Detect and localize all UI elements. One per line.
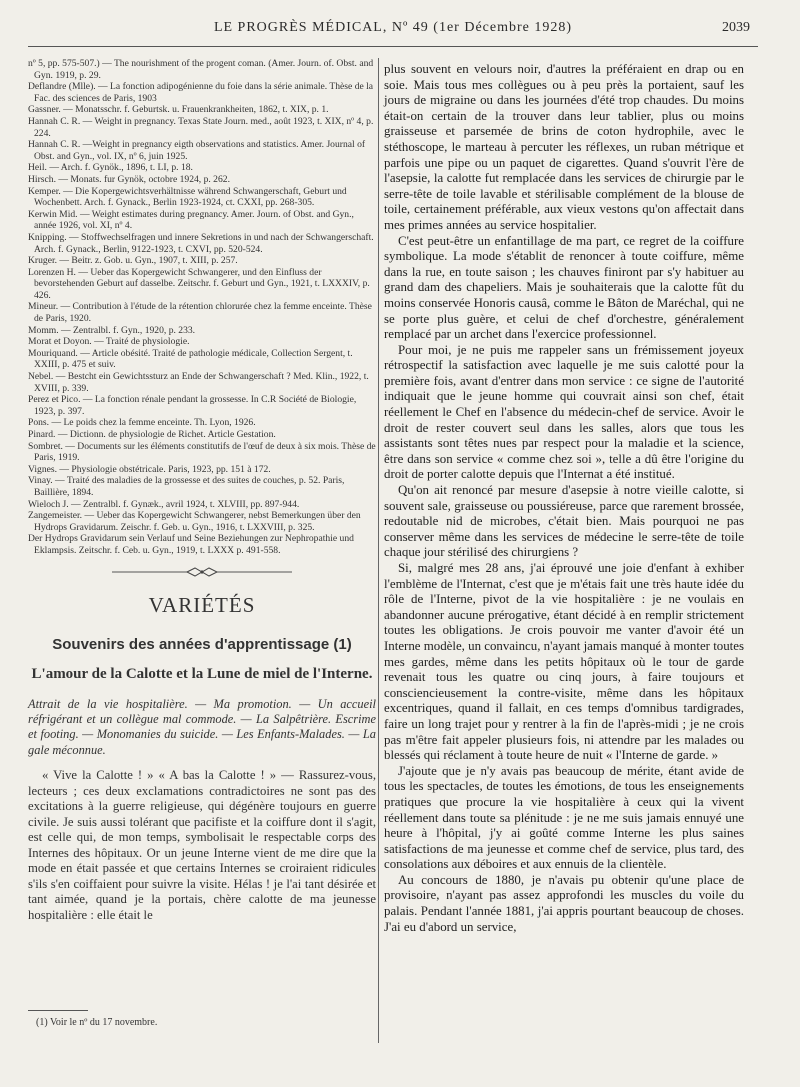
left-column: [28, 58, 376, 923]
bibliography-entry: Hannah C. R. —Weight in pregnancy eigth observations and statistics. Amer. Journal of Obst. and Gyn., vol. IX, nº 6, juin 1925.: [28, 139, 366, 162]
bibliography-entry: Heil. — Arch. f. Gynök., 1896, t. LI, p. 18.: [28, 162, 193, 174]
column-divider: [378, 58, 379, 1043]
right-article-body: [384, 62, 744, 935]
bibliography-entry: Mouriquand. — Article obésité. Traité de pathologie médicale, Collection Sergent, t. XXIII, p. 475 et suiv.: [28, 347, 353, 371]
footnote: (1) Voir le nº du 17 novembre.: [36, 1017, 158, 1028]
bibliography-entry: Nebel. — Bestcht ein Gewichtssturz an Ende der Schwangerschaft ? Med. Klin., 1922, t. XVIII, p. 339.: [28, 371, 369, 394]
paragraph: Qu'on ait renoncé par mesure d'asepsie à notre vieille calotte, si souvent sale, graisseuse ou poussiéreuse, parce que rarement brossée, redoutable nid de microbes, c'était bien. Mais pourquoi ne pas conserver même dans les services de médecine le serre-tête de toile chaque jour stérilisé des chirurgiens ?: [384, 483, 744, 560]
bibliography-entry: Morat et Doyon. — Traité de physiologie.: [28, 336, 190, 348]
paragraph: plus souvent en velours noir, d'autres la préféraient en drap ou en soie. Mais tous mes collègues ou à peu près la portaient, sauf les jours de migraine ou dans les journées d'été trop chaudes. Du moins était-on certain de la trouver dans leur tablier, plus ou moins graisseuse et parsemée de brins de coton hydrophile, avec le stéthoscope, le marteau à percuter les réflexes, un ruban métrique et parfois une pipe ou un paquet de cigarettes. Quand s'ouvrit l'ère de l'asepsie, la calotte fut remplacée dans les services de chirurgie par le serre-tête de toile lavable et stérilisable complément de la blouse de toile, certainement préférable, aux vieux vestons qu'on affectait dans mes primes années au service hospitalier.: [384, 62, 744, 232]
running-header: [28, 18, 758, 47]
bibliography-entry: Pons. — Le poids chez la femme enceinte. Th. Lyon, 1926.: [28, 417, 256, 429]
bibliography-entry: Gassner. — Monatsschr. f. Geburtsk. u. Frauenkrankheiten, 1862, t. XIX, p. 1.: [28, 104, 329, 116]
paragraph: « Vive la Calotte ! » « A bas la Calotte ! » — Rassurez-vous, lecteurs ; ces deux exclamations contradictoires ne sont pas des excitations à la guerre religieuse, qui dégénère toujours en guerre civile. Je suis aussi tolérant que pacifiste et la coiffure dont il s'agit, est celle qui, de mon temps, symbolisait le respectable corps des Internes des hôpitaux. Or un jeune Interne vient de me dire que la mode en était passée et que certains Internes se croiraient ridicules s'ils s'en coiffaient pour suivre la visite. Hélas ! je l'ai tant désirée et tant aimée, quand je la portais, chère calotte de ma jeunesse hospitalière : elle était le: [28, 768, 376, 922]
bibliography-entry: Kemper. — Die Kopergewichtsverhältnisse während Schwangerschaft, Geburt und Wochenbett. Arch. f. Gynack., Berlin 1923-1924, ct. CXXI, pp. 268-305.: [28, 185, 347, 209]
bibliography-entry: Knipping. — Stoffwechselfragen und innere Sekretions in und nach der Schwangerschaft. Arch. f. Gynack., Berlin, 9122-1923, t. CXVI, pp. 520-524.: [28, 231, 374, 255]
bibliography-entry: Zangemeister. — Ueber das Kopergewicht Schwangerer, nebst Bemerkungen über den Hydrops Gravidarum. Zeischr. f. Geb. u. Gyn., 1916, t. LXXVIII, p. 325.: [28, 510, 361, 533]
bibliography-list: [28, 58, 376, 557]
bibliography-entry: Vinay. — Traité des maladies de la grossesse et des suites de couches, p. 52. Paris, Baillière, 1894.: [28, 475, 345, 498]
bibliography-entry: Perez et Pico. — La fonction rénale pendant la grossesse. In C.R Société de Biologie, 1923, p. 397.: [28, 394, 357, 417]
bibliography-entry: nº 5, pp. 575-507.) — The nourishment of the progent coman. (Amer. Journ. of. Obst. and Gyn. 1919, p. 29.: [28, 58, 374, 81]
paragraph: Au concours de 1880, je n'avais pu obtenir qu'une place de provisoire, n'ayant pas assez approfondi les muscles du voile du palais. Pendant l'année 1881, j'ai appris pourtant beaucoup de choses. J'ai eu d'abord un service,: [384, 872, 744, 934]
bibliography-entry: Wieloch J. — Zentralbl. f. Gynæk., avril 1924, t. XLVIII, pp. 897-944.: [28, 498, 300, 510]
footnote-rule: [28, 1010, 88, 1011]
bibliography-entry: Sombret. — Documents sur les éléments constitutifs de l'œuf de deux à six mois. Thèse de Paris, 1919.: [28, 440, 376, 464]
article-summary: Attrait de la vie hospitalière. — Ma promotion. — Un accueil réfrigérant et un collègue mal commode. — La Salpêtrière. Escrime et footing. — Monomanies du suicide. — Les Enfants-Malades. — La gale méconnue.: [28, 696, 376, 757]
bibliography-entry: Der Hydrops Gravidarum sein Verlauf und Seine Beziehungen zur Nephropathie und Eklampsis. Zeitschr. f. Ceb. u. Gyn., 1919, t. LXXX p. 491-558.: [28, 533, 354, 556]
paragraph: Pour moi, je ne puis me rappeler sans un frémissement joyeux rétrospectif la satisfaction avec laquelle je me suis calotté pour la première fois, avant d'entrer dans mon service : ce signe de l'autorité indiquait que le jeune homme qui couvrait ainsi son chef, était réellement le Chef en l'absence du médecin-chef de service. Avoir le droit de rester couvert seul dans les salles, alors que tous les assistants sont têtes nues par respect pour la maladie et la science, être dans son service « comme chez soi », telle a dû être l'origine du droit de porter calotte depuis que l'Internat a été institué.: [384, 342, 744, 482]
paragraph: Si, malgré mes 28 ans, j'ai éprouvé une joie d'enfant à exhiber l'emblème de l'Internat, c'est que je m'étais fait une très haute idée du rôle de l'Interne, pivot de la vie hospitalière : je ne voulais en abandonner aucune prérogative, étant décidé à en remplir strictement toutes les obligations. Je crois pouvoir me vanter d'avoir été un Interne modèle, un convaincu, n'ayant jamais manqué à monter toutes mes gardes, même dans les petits hôpitaux où le tour de garde revenait tous les quatre ou cinq jours, à faire toujours et consciencieusement la contre-visite, même dans les hôpitaux excentriques, quand il fallait, en ces temps d'omnibus tardigrades, faire un long trajet pour y rentrer à la fin de l'après-midi ; je ne crois pas m'être fait appeler plusieurs fois, ni attendre par les malades ou blessés qui réclament à toute heure de nuit « l'Interne de garde. »: [384, 561, 744, 763]
journal-title: LE PROGRÈS MÉDICAL, Nº 49 (1er Décembre 1928): [213, 20, 573, 35]
ornament-icon: [52, 566, 352, 578]
bibliography-entry: Kruger. — Beitr. z. Gob. u. Gyn., 1907, t. XIII, p. 257.: [28, 255, 238, 267]
left-article-body: [28, 768, 376, 923]
paragraph: C'est peut-être un enfantillage de ma part, ce regret de la coiffure symbolique. La mode s'établit de renoncer à toute coiffure, même dans la rue, en toute saison ; les chauves finiront par s'y habituer au grand dam des chapeliers. Mais je souhaiterais que la calotte fût du moins conservée Honoris causâ, comme le Bâton de Maréchal, qui ne se porte plus guère, et celui de chef d'orchestre, généralement remplacé par un archet dans l'exercice professionnel.: [384, 233, 744, 342]
bibliography-entry: Mineur. — Contribution à l'étude de la rétention chlorurée chez la femme enceinte. Thèse de Paris, 1920.: [28, 301, 372, 325]
article-title: L'amour de la Calotte et la Lune de miel de l'Interne.: [31, 665, 373, 682]
series-title: Souvenirs des années d'apprentissage (1): [52, 635, 352, 653]
section-title: VARIÉTÉS: [148, 592, 256, 617]
bibliography-entry: Kerwin Mid. — Weight estimates during pregnancy. Amer. Journ. of Obst. and Gyn., année 1926, vol. XI, nº 4.: [28, 208, 354, 232]
paragraph: J'ajoute que je n'y avais pas beaucoup de mérite, étant avide de tous les spectacles, de toutes les émotions, de tous les enseignements pratiques que procure la vie hospitalière à ceux qui la vivent réellement dans toute sa plénitude : je ne me suis jamais ennuyé une heure à l'hôpital, j'y ai goûté comme Interne les plus saines satisfactions de ma jeunesse et comme chef de service, plus tard, des consolations aux déboires et aux ennuis de la clientèle.: [384, 763, 744, 872]
bibliography-entry: Hannah C. R. — Weight in pregnancy. Texas State Journ. med., août 1923, t. XIX, nº 4, p. 224.: [28, 115, 374, 139]
bibliography-entry: Hirsch. — Monats. fur Gynök, octobre 1924, p. 262.: [28, 173, 230, 185]
bibliography-entry: Pinard. — Dictionn. de physiologie de Richet. Article Gestation.: [28, 429, 276, 440]
page-number: 2039: [722, 20, 750, 35]
bibliography-entry: Deflandre (Mlle). — La fonction adipogénienne du foie dans la série animale. Thèse de la Fac. des sciences de Paris, 1903: [28, 81, 374, 104]
bibliography-entry: Lorenzen H. — Ueber das Kopergewicht Schwangerer, und den Einfluss der bevorstehenden Geburt auf dasselbe. Zeitschr. f. Geburt und Gyn., 1921, t. LXXXIV, p. 426.: [28, 266, 370, 301]
ornament-divider: [28, 565, 376, 577]
bibliography-entry: Vignes. — Physiologie obstétricale. Paris, 1923, pp. 151 à 172.: [28, 463, 271, 475]
bibliography-entry: Momm. — Zentralbl. f. Gyn., 1920, p. 233.: [28, 324, 196, 336]
